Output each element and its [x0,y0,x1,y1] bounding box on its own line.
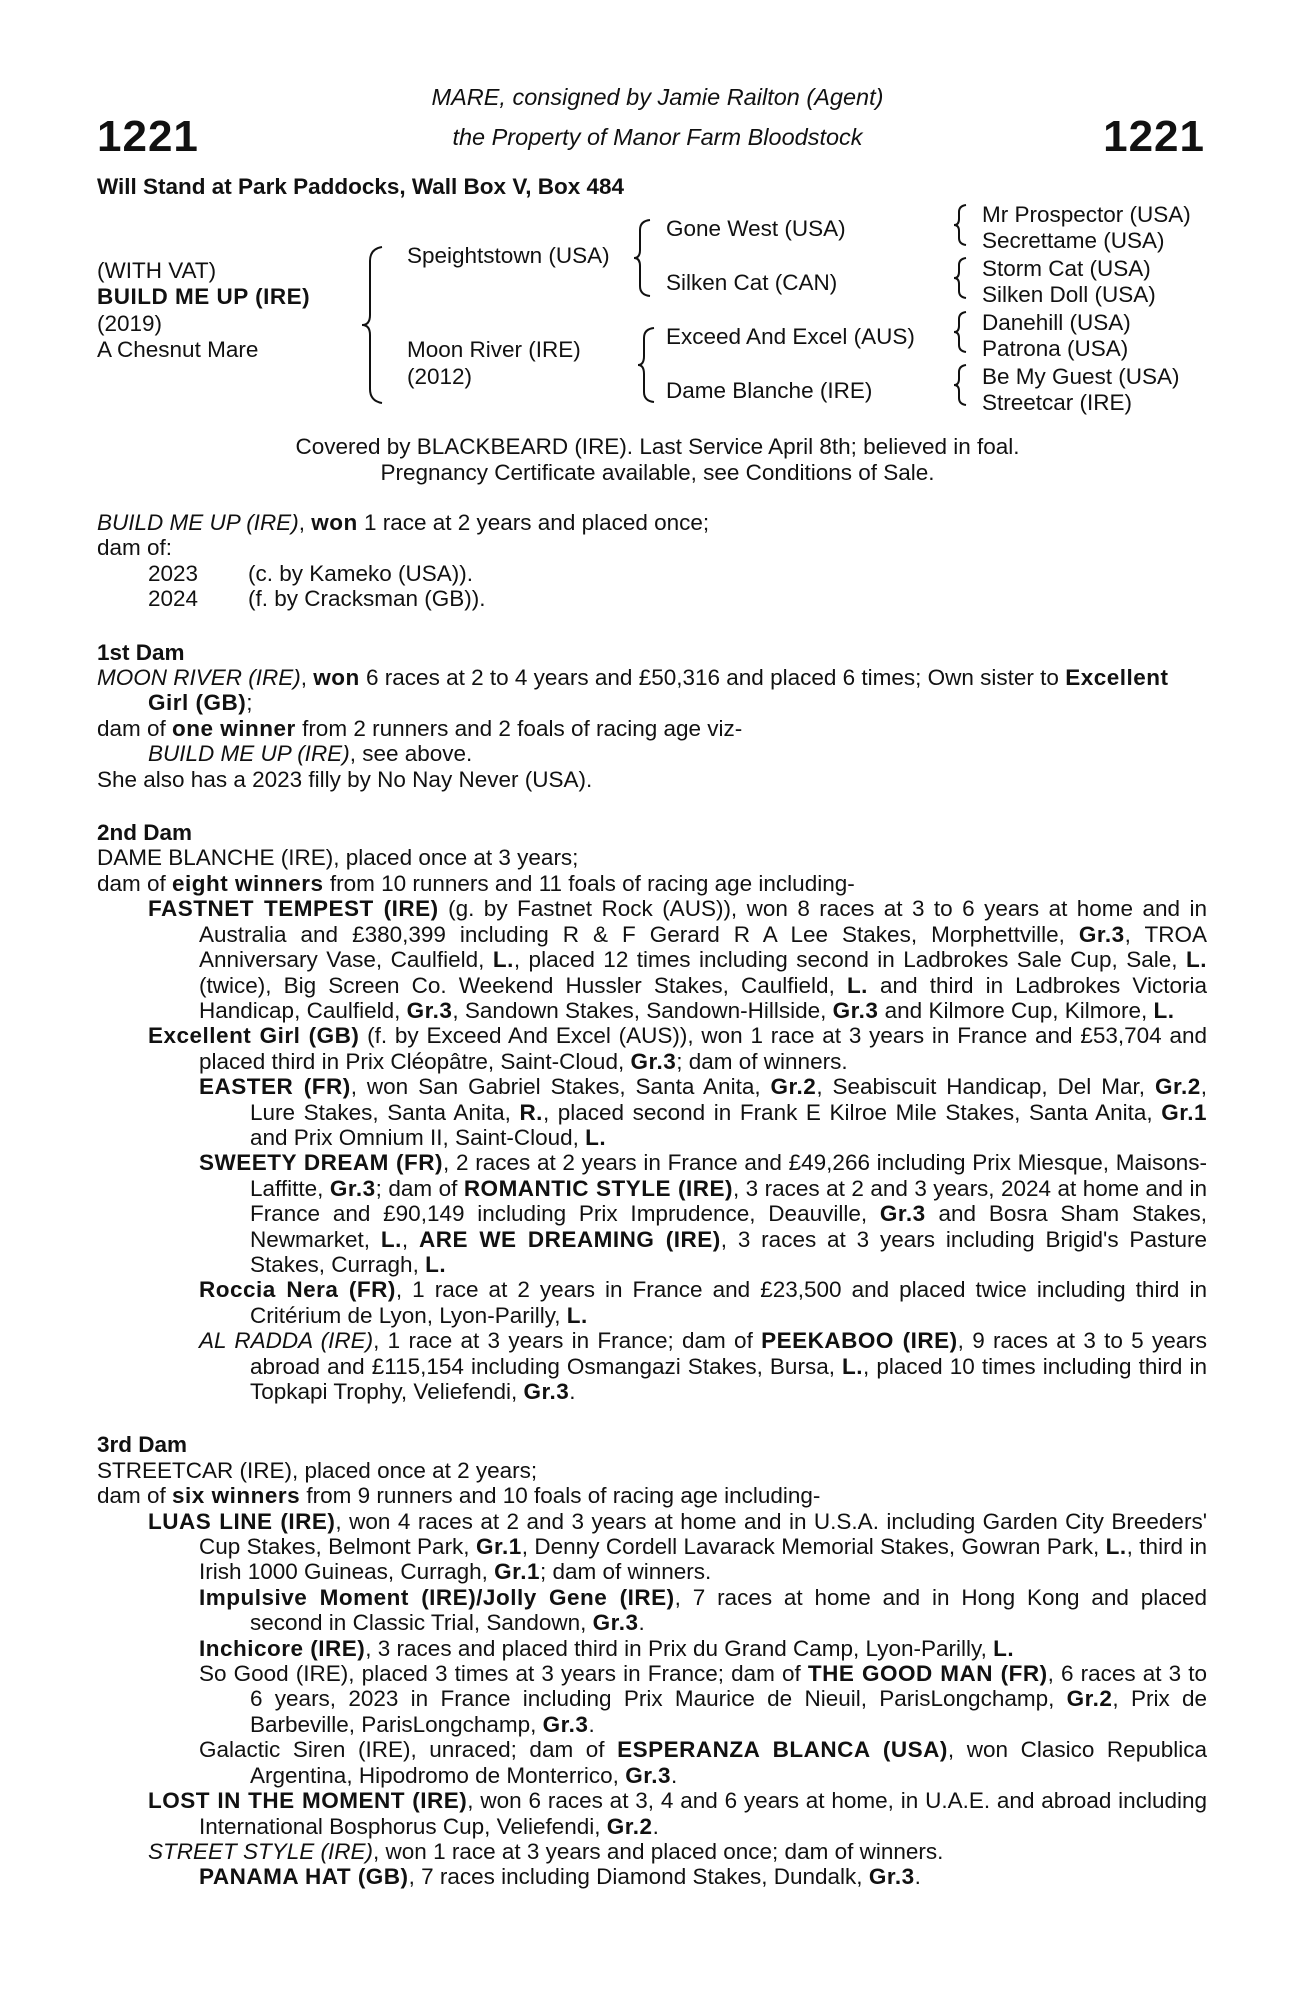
pedigree-brace-ds [952,310,972,354]
first-dam-also: She also has a 2023 filly by No Nay Never (USA). [97,766,593,792]
dam-sire: Exceed And Excel (AUS) [666,324,915,349]
dam-year: (2012) [407,364,473,389]
sire-name: Speightstown (USA) [407,243,610,268]
runner-excellent-girl: Excellent Girl (GB) (f. by Exceed And Excel (AUS)), won 1 race at 3 years in France and £53,704 and placed third in Prix Cléopâtre, Saint-Cloud, Gr.3; dam of winners. [148,1023,1207,1074]
first-dam-record: MOON RIVER (IRE), won 6 races at 2 to 4 years and £50,316 and placed 6 times; Own sister to Excellent Girl (GB); [97,665,1169,716]
gg-dds: Be My Guest (USA) [982,364,1180,389]
property-line: the Property of Manor Farm Bloodstock [452,124,863,150]
runner-al-radda: AL RADDA (IRE), 1 race at 3 years in France; dam of PEEKABOO (IRE), 9 races at 3 to 5 years abroad and £115,154 including Osmangazi Stakes, Bursa, L., placed 10 times including third in Topkapi Trophy, Veliefendi, Gr.3. [199,1328,1207,1404]
pedigree-brace-dd [952,363,972,407]
produce-row: 2023 (c. by Kameko (USA)). [148,560,474,586]
pedigree-brace-sire [632,218,656,298]
stand-location: Will Stand at Park Paddocks, Wall Box V, Box 484 [97,174,625,199]
runner-easter: EASTER (FR), won San Gabriel Stakes, Santa Anita, Gr.2, Seabiscuit Handicap, Del Mar, Gr.2, Lure Stakes, Santa Anita, R., placed second in Frank E Kilroe Mile Stakes, Santa Anita, Gr.1 and Prix Omnium II, Saint-Cloud, L. [199,1074,1208,1150]
lot-number-left: 1221 [97,112,199,161]
second-dam-produce: dam of eight winners from 10 runners and 11 foals of racing age including- [97,870,855,896]
runner-so-good: So Good (IRE), placed 3 times at 3 years in France; dam of THE GOOD MAN (FR), 6 races at 3 to 6 years, 2023 in France including Prix Maurice de Nieuil, ParisLongchamp, Gr.2, Prix de Barbeville, ParisLongchamp, Gr.3. [199,1661,1207,1737]
horse-name: BUILD ME UP (IRE) [97,284,311,309]
dam-dam: Dame Blanche (IRE) [666,378,873,403]
runner-luas-line: LUAS LINE (IRE), won 4 races at 2 and 3 years at home and in U.S.A. including Garden City Breeders' Cup Stakes, Belmont Park, Gr.1, Denny Cordell Lavarack Memorial Stakes, Gowran Park, L., third in Irish 1000 Guineas, Curragh, Gr.1; dam of winners. [148,1508,1207,1585]
runner-roccia-nera: Roccia Nera (FR), 1 race at 2 years in France and £23,500 and placed twice including third in Critérium de Lyon, Lyon-Parilly, L. [199,1277,1207,1328]
gg-ddd: Streetcar (IRE) [982,390,1133,415]
intro-name: BUILD ME UP (IRE) [97,510,299,535]
pedigree-brace-sd [952,256,972,300]
gg-dss: Danehill (USA) [982,310,1131,335]
gg-sds: Storm Cat (USA) [982,256,1151,281]
gg-dsd: Patrona (USA) [982,336,1129,361]
runner-street-style: STREET STYLE (IRE), won 1 race at 3 years and placed once; dam of winners. [148,1838,944,1864]
lot-number-right: 1221 [1103,112,1205,161]
dam-name: Moon River (IRE) [407,337,581,362]
first-dam-runner: BUILD ME UP (IRE), see above. [148,741,473,767]
horse-description: A Chesnut Mare [97,337,259,362]
third-dam-record: STREETCAR (IRE), placed once at 2 years; [97,1457,538,1483]
pedigree-brace-main [360,245,390,405]
consignor-line: MARE, consigned by Jamie Railton (Agent) [431,84,884,110]
vat-note: (WITH VAT) [97,258,217,283]
runner-lost-in-the-moment: LOST IN THE MOMENT (IRE), won 6 races at 3, 4 and 6 years at home, in U.A.E. and abroad including International Bosphorus Cup, Veliefendi, Gr.2. [148,1788,1207,1839]
gg-sss: Mr Prospector (USA) [982,202,1191,227]
second-dam-heading: 2nd Dam [97,820,193,846]
produce-row: 2024 (f. by Cracksman (GB)). [148,586,486,612]
runner-panama-hat: PANAMA HAT (GB), 7 races including Diamond Stakes, Dundalk, Gr.3. [199,1864,921,1890]
pedigree-brace-ss [952,203,972,247]
catalogue-body: BUILD ME UP (IRE), won 1 race at 2 years and placed once; dam of: 2023 (c. by Kameko (USA)). 2024 (f. by Cracksman (GB)). 1st Dam MOON RIVER (IRE), won 6 races at 2 to 4 years and £50,316 and placed 6 times; Own sister to Excellent Girl (GB); dam of one winner from 2 runners and 2 foals of racing age viz- BUILD ME UP (IRE), see above. She also has a 2023 filly by No Nay Never (USA). 2nd Dam DAME BLANCHE (IRE), placed once at 3 years; dam of eight winners from 10 runners and 11 foals of racing age including- FASTNET TEMPEST (IRE) (g. by Fastnet Rock (AUS)), won 8 races at 3 to 6 years at home and in Australia and £380,399 including R & F Gerard R A Lee Stakes, Morphettville, Gr.3, TROA Anniversary Vase, Caulfield, L., placed 12 times including second in Ladbrokes Sale Cup, Sale, L. (twice), Big Screen Co. Weekend Hussler Stakes, Caulfield, L. and third in Ladbrokes Victoria Handicap, Caulfield, Gr.3, Sandown Stakes, Sandown-Hillside, Gr.3 and Kilmore Cup, Kilmore, L. Excellent Girl (GB) (f. by Exceed And Excel (AUS)), won 1 race at 3 years in France and £53,704 and placed third in Prix Cléopâtre, Saint-Cloud, Gr.3; dam of winners. EASTER (FR), won San Gabriel Stakes, Santa Anita, Gr.2, Seabiscuit Handicap, Del Mar, Gr.2, Lure Stakes, Santa Anita, R., placed second in Frank E Kilroe Mile Stakes, Santa Anita, Gr.1 and Prix Omnium II, Saint-Cloud, L. SWEETY DREAM (FR), 2 races at 2 years in France and £49,266 including Prix Miesque, Maisons-Laffitte, Gr.3; dam of ROMANTIC STYLE (IRE), 3 races at 2 and 3 years, 2024 at home and in France and £90,149 including Prix Imprudence, Deauville, Gr.3 and Bosra Sham Stakes, Newmarket, L., ARE WE DREAMING (IRE), 3 races at 3 years including Brigid's Pasture Stakes, Curragh, L. Roccia Nera (FR), 1 race at 2 years in France and £23,500 and placed twice including third in Critérium de Lyon, Lyon-Parilly, L. AL RADDA (IRE), 1 race at 3 years in France; dam of PEEKABOO (IRE), 9 races at 3 to 5 years abroad and £115,154 including Osmangazi Stakes, Bursa, L., placed 10 times including third in Topkapi Trophy, Veliefendi, Gr.3. 3rd Dam STREETCAR (IRE), placed once at 2 years; dam of six winners from 9 runners and 10 foals of racing age including- LUAS LINE (IRE), won 4 races at 2 and 3 years at home and in U.S.A. including Garden City Breeders' Cup Stakes, Belmont Park, Gr.1, Denny Cordell Lavarack Memorial Stakes, Gowran Park, L., third in Irish 1000 Guineas, Curragh, Gr.1; dam of winners. Impulsive Moment (IRE)/Jolly Gene (IRE), 7 races at home and in Hong Kong and placed second in Classic Trial, Sandown, Gr.3. Inchicore (IRE), 3 races and placed third in Prix du Grand Camp, Lyon-Parilly, L. So Good (IRE), placed 3 times at 3 years in France; dam of THE GOOD MAN (FR), 6 races at 3 to 6 years, 2023 in France including Prix Maurice de Nieuil, ParisLongchamp, Gr.2, Prix de Barbeville, ParisLongchamp, Gr.3. Galactic Siren (IRE), unraced; dam of ESPERANZA BLANCA (USA), won Clasico Republica Argentina, Hipodromo de Monterrico, Gr.3. LOST IN THE MOMENT (IRE), won 6 races at 3, 4 and 6 years at home, in U.A.E. and abroad including International Bosphorus Cup, Veliefendi, Gr.2. STREET STYLE (IRE), won 1 race at 3 years and placed once; dam of winners. PANAMA HAT (GB), 7 races including Diamond Stakes, Dundalk, Gr.3. [97,510,1208,1890]
runner-galactic-siren: Galactic Siren (IRE), unraced; dam of ESPERANZA BLANCA (USA), won Clasico Republica Argentina, Hipodromo de Monterrico, Gr.3. [199,1737,1207,1788]
runner-sweety-dream: SWEETY DREAM (FR), 2 races at 2 years in France and £49,266 including Prix Miesque, Maisons-Laffitte, Gr.3; dam of ROMANTIC STYLE (IRE), 3 races at 2 and 3 years, 2024 at home and in France and £90,149 including Prix Imprudence, Deauville, Gr.3 and Bosra Sham Stakes, Newmarket, L., ARE WE DREAMING (IRE), 3 races at 3 years including Brigid's Pasture Stakes, Curragh, L. [199,1150,1208,1277]
second-dam-record: DAME BLANCHE (IRE), placed once at 3 years; [97,845,579,871]
pedigree-brace-dam [636,326,660,404]
first-dam-heading: 1st Dam [97,639,185,665]
gg-sdd: Silken Doll (USA) [982,282,1156,307]
covered-line: Covered by BLACKBEARD (IRE). Last Service April 8th; believed in foal. [295,434,1020,459]
gg-ssd: Secrettame (USA) [982,228,1165,253]
first-dam-produce: dam of one winner from 2 runners and 2 foals of racing age viz- [97,715,743,741]
third-dam-produce: dam of six winners from 9 runners and 10 foals of racing age including- [97,1483,821,1509]
runner-fastnet-tempest: FASTNET TEMPEST (IRE) (g. by Fastnet Rock (AUS)), won 8 races at 3 to 6 years at home and in Australia and £380,399 including R & F Gerard R A Lee Stakes, Morphettville, Gr.3, TROA Anniversary Vase, Caulfield, L., placed 12 times including second in Ladbrokes Sale Cup, Sale, L. (twice), Big Screen Co. Weekend Hussler Stakes, Caulfield, L. and third in Ladbrokes Victoria Handicap, Caulfield, Gr.3, Sandown Stakes, Sandown-Hillside, Gr.3 and Kilmore Cup, Kilmore, L. [148,896,1207,1023]
runner-impulsive-moment: Impulsive Moment (IRE)/Jolly Gene (IRE), 7 races at home and in Hong Kong and placed second in Classic Trial, Sandown, Gr.3. [199,1584,1207,1636]
pregnancy-line: Pregnancy Certificate available, see Conditions of Sale. [380,460,935,485]
dam-of-label: dam of: [97,535,173,561]
runner-inchicore: Inchicore (IRE), 3 races and placed third in Prix du Grand Camp, Lyon-Parilly, L. [199,1635,1015,1661]
sire-sire: Gone West (USA) [666,216,846,241]
third-dam-heading: 3rd Dam [97,1432,188,1458]
sire-dam: Silken Cat (CAN) [666,270,838,295]
horse-year: (2019) [97,311,163,336]
